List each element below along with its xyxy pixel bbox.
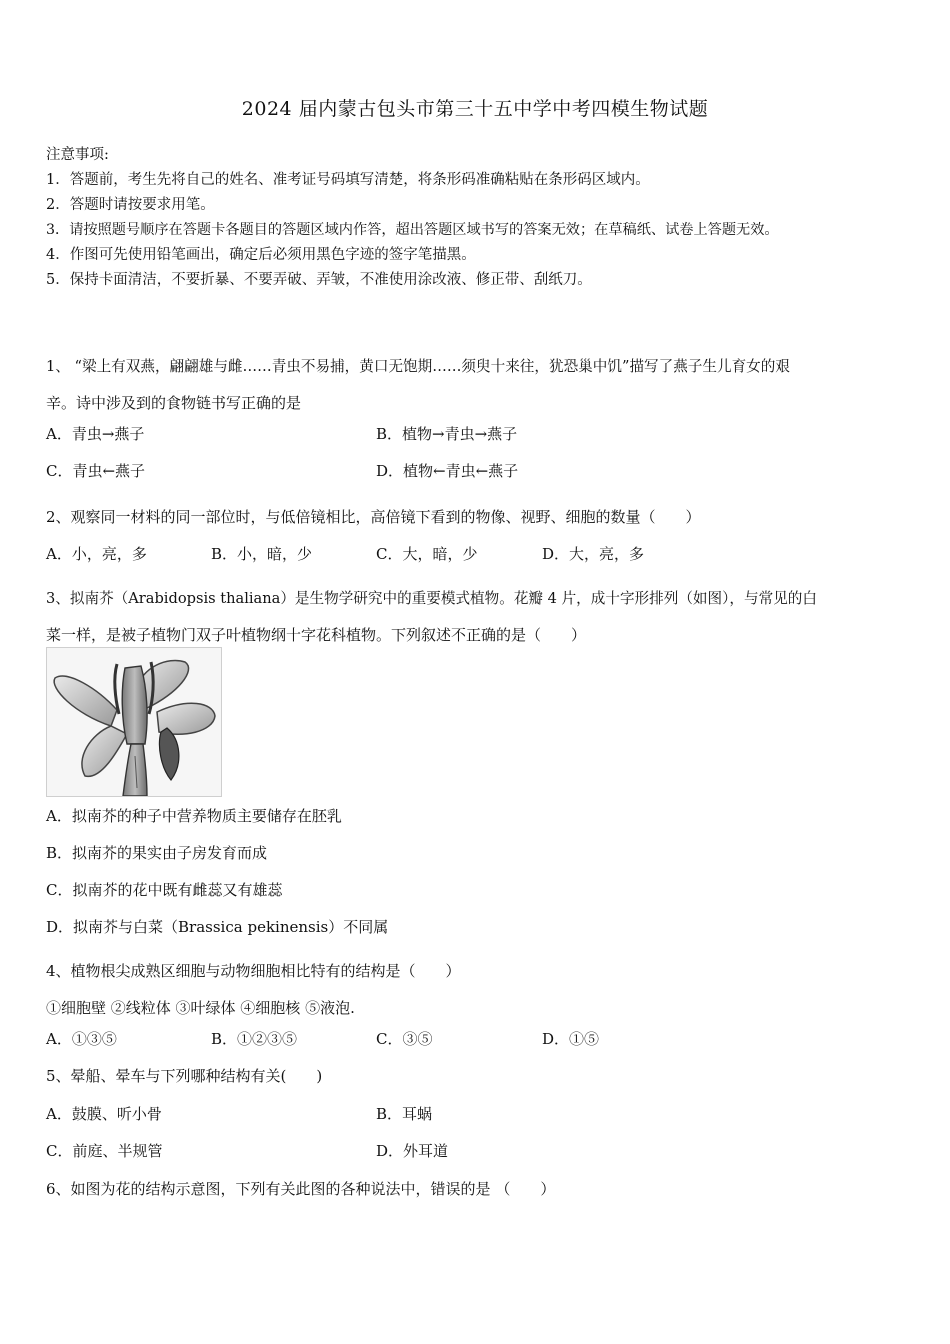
option-row — [46, 1139, 908, 1163]
option-row — [46, 1102, 908, 1126]
option-a: A．小，亮，多 — [46, 545, 147, 563]
question-stem: 3、拟南芥（Arabidopsis thaliana）是生物学研究中的重要模式植物。花瓣 4 片，成十字形排列（如图），与常见的白 — [46, 590, 817, 607]
option-b: B．小，暗，少 — [211, 545, 313, 563]
question-2 — [46, 505, 908, 529]
option-row — [46, 422, 908, 446]
option-b: B．拟南芥的果实由子房发育而成 — [46, 844, 268, 862]
notice-item: 2．答题时请按要求用笔。 — [46, 197, 215, 213]
question-5 — [46, 1064, 908, 1088]
option-a: A．①③⑤ — [46, 1030, 117, 1048]
notice-item: 3．请按照题号顺序在答题卡各题目的答题区域内作答，超出答题区域书写的答案无效；在草稿纸、试卷上答题无效。 — [46, 222, 779, 238]
question-stem: 菜一样，是被子植物门双子叶植物纲十字花科植物。下列叙述不正确的是（ ） — [46, 626, 587, 644]
option-d: D．植物←青虫←燕子 — [376, 462, 519, 480]
question-1 — [46, 348, 908, 422]
option-c: C．大，暗，少 — [376, 545, 478, 563]
option-b: B．植物→青虫→燕子 — [376, 425, 518, 443]
notice-heading: 注意事项: — [46, 147, 109, 163]
option-row — [46, 459, 908, 483]
question-stem: 2、观察同一材料的同一部位时，与低倍镜相比，高倍镜下看到的物像、视野、细胞的数量（ ） — [46, 508, 701, 526]
question-3 — [46, 580, 908, 654]
page-title: 2024 届内蒙古包头市第三十五中学中考四模生物试题 — [241, 98, 709, 120]
question-stem: 辛。诗中涉及到的食物链书写正确的是 — [46, 394, 302, 412]
option-d: D．拟南芥与白菜（Brassica pekinensis）不同属 — [46, 918, 389, 936]
option-a: A．鼓膜、听小骨 — [46, 1105, 162, 1123]
question-stem: 4、植物根尖成熟区细胞与动物细胞相比特有的结构是（ ） — [46, 962, 461, 980]
question-6 — [46, 1177, 908, 1201]
option-d: D．大，亮，多 — [542, 545, 645, 563]
question-stem: 6、如图为花的结构示意图，下列有关此图的各种说法中，错误的是 （ ） — [46, 1180, 556, 1198]
question-stem: 5、晕船、晕车与下列哪种结构有关( ) — [46, 1067, 323, 1085]
option-c: C．青虫←燕子 — [46, 462, 146, 480]
option-b: B．①②③⑤ — [211, 1030, 298, 1048]
notice-item: 5．保持卡面清洁，不要折暴、不要弄破、弄皱，不准使用涂改液、修正带、刮纸刀。 — [46, 272, 592, 288]
question-stem: 1、 “梁上有双燕，翩翩雄与雌……青虫不易捕，黄口无饱期……须臾十来往，犹恐巢中饥”描写了燕子生儿育女的艰 — [46, 358, 790, 375]
notice-item: 4．作图可先使用铅笔画出，确定后必须用黑色字迹的签字笔描黑。 — [46, 247, 476, 263]
option-d: D．①⑤ — [542, 1030, 600, 1048]
option-d: D．外耳道 — [376, 1142, 449, 1160]
arabidopsis-flower-image — [46, 647, 222, 797]
question-stem: ①细胞壁 ②线粒体 ③叶绿体 ④细胞核 ⑤液泡. — [46, 999, 355, 1017]
option-b: B．耳蜗 — [376, 1105, 433, 1123]
question-4 — [46, 953, 908, 1027]
option-c: C．拟南芥的花中既有雌蕊又有雄蕊 — [46, 881, 283, 899]
option-row — [46, 1027, 908, 1051]
option-a: A．青虫→燕子 — [46, 425, 145, 443]
option-c: C．③⑤ — [376, 1030, 433, 1048]
option-c: C．前庭、半规管 — [46, 1142, 163, 1160]
notice-section — [46, 143, 926, 293]
option-row — [46, 542, 908, 566]
notice-item: 1．答题前，考生先将自己的姓名、准考证号码填写清楚，将条形码准确粘贴在条形码区域内。 — [46, 172, 650, 188]
option-a: A．拟南芥的种子中营养物质主要储存在胚乳 — [46, 807, 342, 825]
